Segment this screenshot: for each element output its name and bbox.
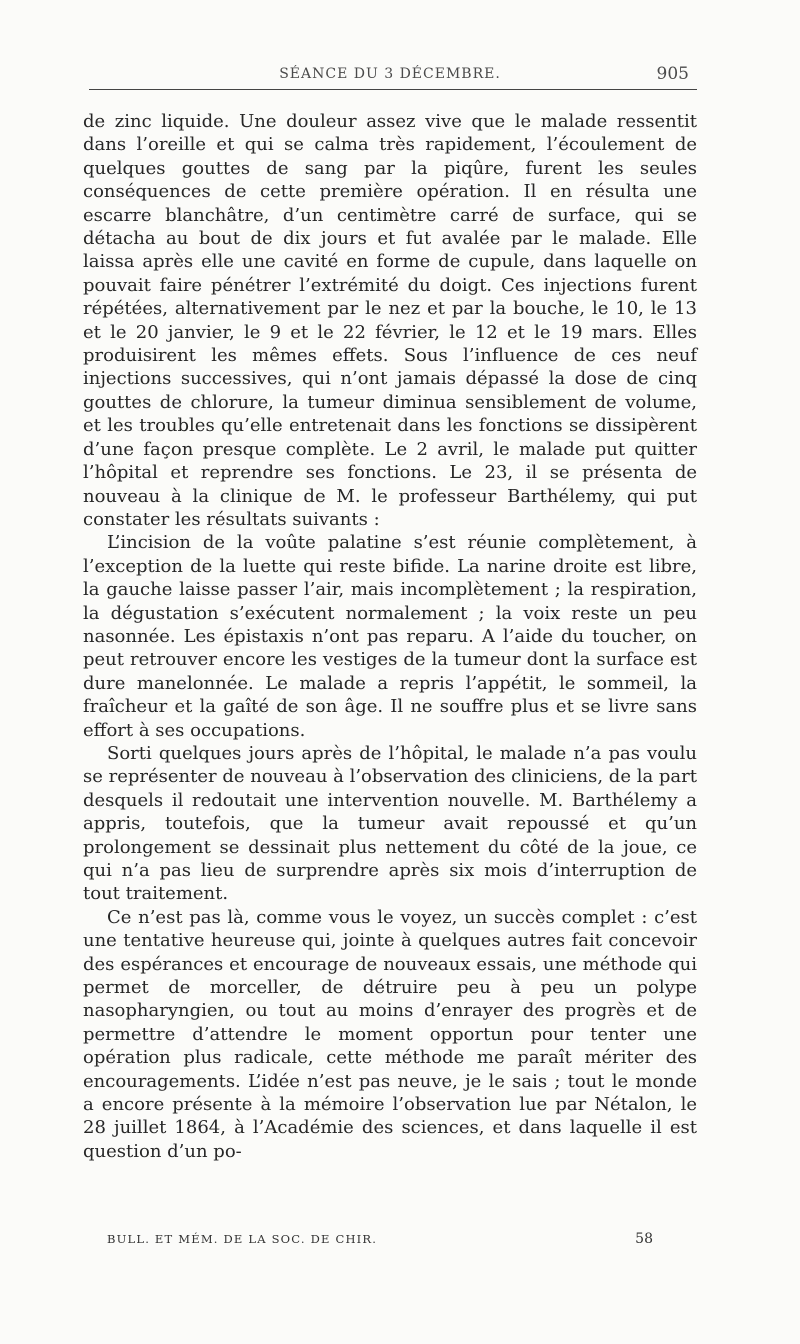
sheet-number: 58 xyxy=(635,1231,653,1247)
header-rule xyxy=(89,89,697,90)
paragraph-4: Ce n’est pas là, comme vous le voyez, un succès complet : c’est une tentative heureuse qui, jointe à quelques autres fait concevoir des espérances et encourage de nouveaux essais, une méthode qui permet de morceller, de détruire peu à peu un polype nasopharyngien, ou tout au moins d’enrayer des progrès et de permettre d’attendre le moment opportun pour tenter une opération plus radicale, cette méthode me paraît mériter des encouragements. L’idée n’est pas neuve, je le sais ; tout le monde a encore présente à la mémoire l’observation lue par Nétalon, le 28 juillet 1864, à l’Académie des sciences, et dans laquelle il est question d’un po- xyxy=(83,906,697,1162)
paragraph-3: Sorti quelques jours après de l’hôpital, le malade n’a pas voulu se représenter de nouveau à l’observation des cliniciens, de la part desquels il redoutait une intervention nouvelle. M. Barthélemy a appris, toutefois, que la tumeur avait repoussé et qu’un prolongement se dessinait plus nettement du côté de la joue, ce qui n’a pas lieu de surprendre après six mois d’interruption de tout traitement. xyxy=(83,742,697,905)
page xyxy=(83,58,697,1163)
paragraph-2: L’incision de la voûte palatine s’est réunie complètement, à l’exception de la luette qui reste bifide. La narine droite est libre, la gauche laisse passer l’air, mais incomplètement ; la respiration, la dégustation s’exécutent normalement ; la voix reste un peu nasonnée. Les épistaxis n’ont pas reparu. A l’aide du toucher, on peut retrouver encore les vestiges de la tumeur dont la surface est dure manelonnée. Le malade a repris l’appétit, le sommeil, la fraîcheur et la gaîté de son âge. Il ne souffre plus et se livre sans effort à ses occupations. xyxy=(83,532,697,741)
page-number: 905 xyxy=(656,64,689,84)
running-head: SÉANCE DU 3 DÉCEMBRE. xyxy=(279,66,501,82)
page-footer xyxy=(107,1232,667,1252)
paragraph-1: de zinc liquide. Une douleur assez vive que le malade ressentit dans l’oreille et qui se calma très rapidement, l’écoulement de quelques gouttes de sang par la piqûre, furent les seules conséquences de cette première opération. Il en résulta une escarre blanchâtre, d’un centimètre carré de surface, qui se détacha au bout de dix jours et fut avalée par le malade. Elle laissa après elle une cavité en forme de cupule, dans laquelle on pouvait faire pénétrer l’extrémité du doigt. Ces injections furent répétées, alternativement par le nez et par la bouche, le 10, le 13 et le 20 janvier, le 9 et le 22 février, le 12 et le 19 mars. Elles produisirent les mêmes effets. Sous l’influence de ces neuf injections successives, qui n’ont jamais dépassé la dose de cinq gouttes de chlorure, la tumeur diminua sensiblement de volume, et les troubles qu’elle entretenait dans les fonctions se dissipèrent d’une façon presque complète. Le 2 avril, le malade put quitter l’hôpital et reprendre ses fonctions. Le 23, il se présenta de nouveau à la clinique de M. le professeur Barthélemy, qui put constater les résultats suivants : xyxy=(83,111,697,530)
page-header xyxy=(83,58,697,88)
journal-signature: BULL. ET MÉM. DE LA SOC. DE CHIR. xyxy=(107,1232,378,1246)
body-text xyxy=(83,110,697,1163)
